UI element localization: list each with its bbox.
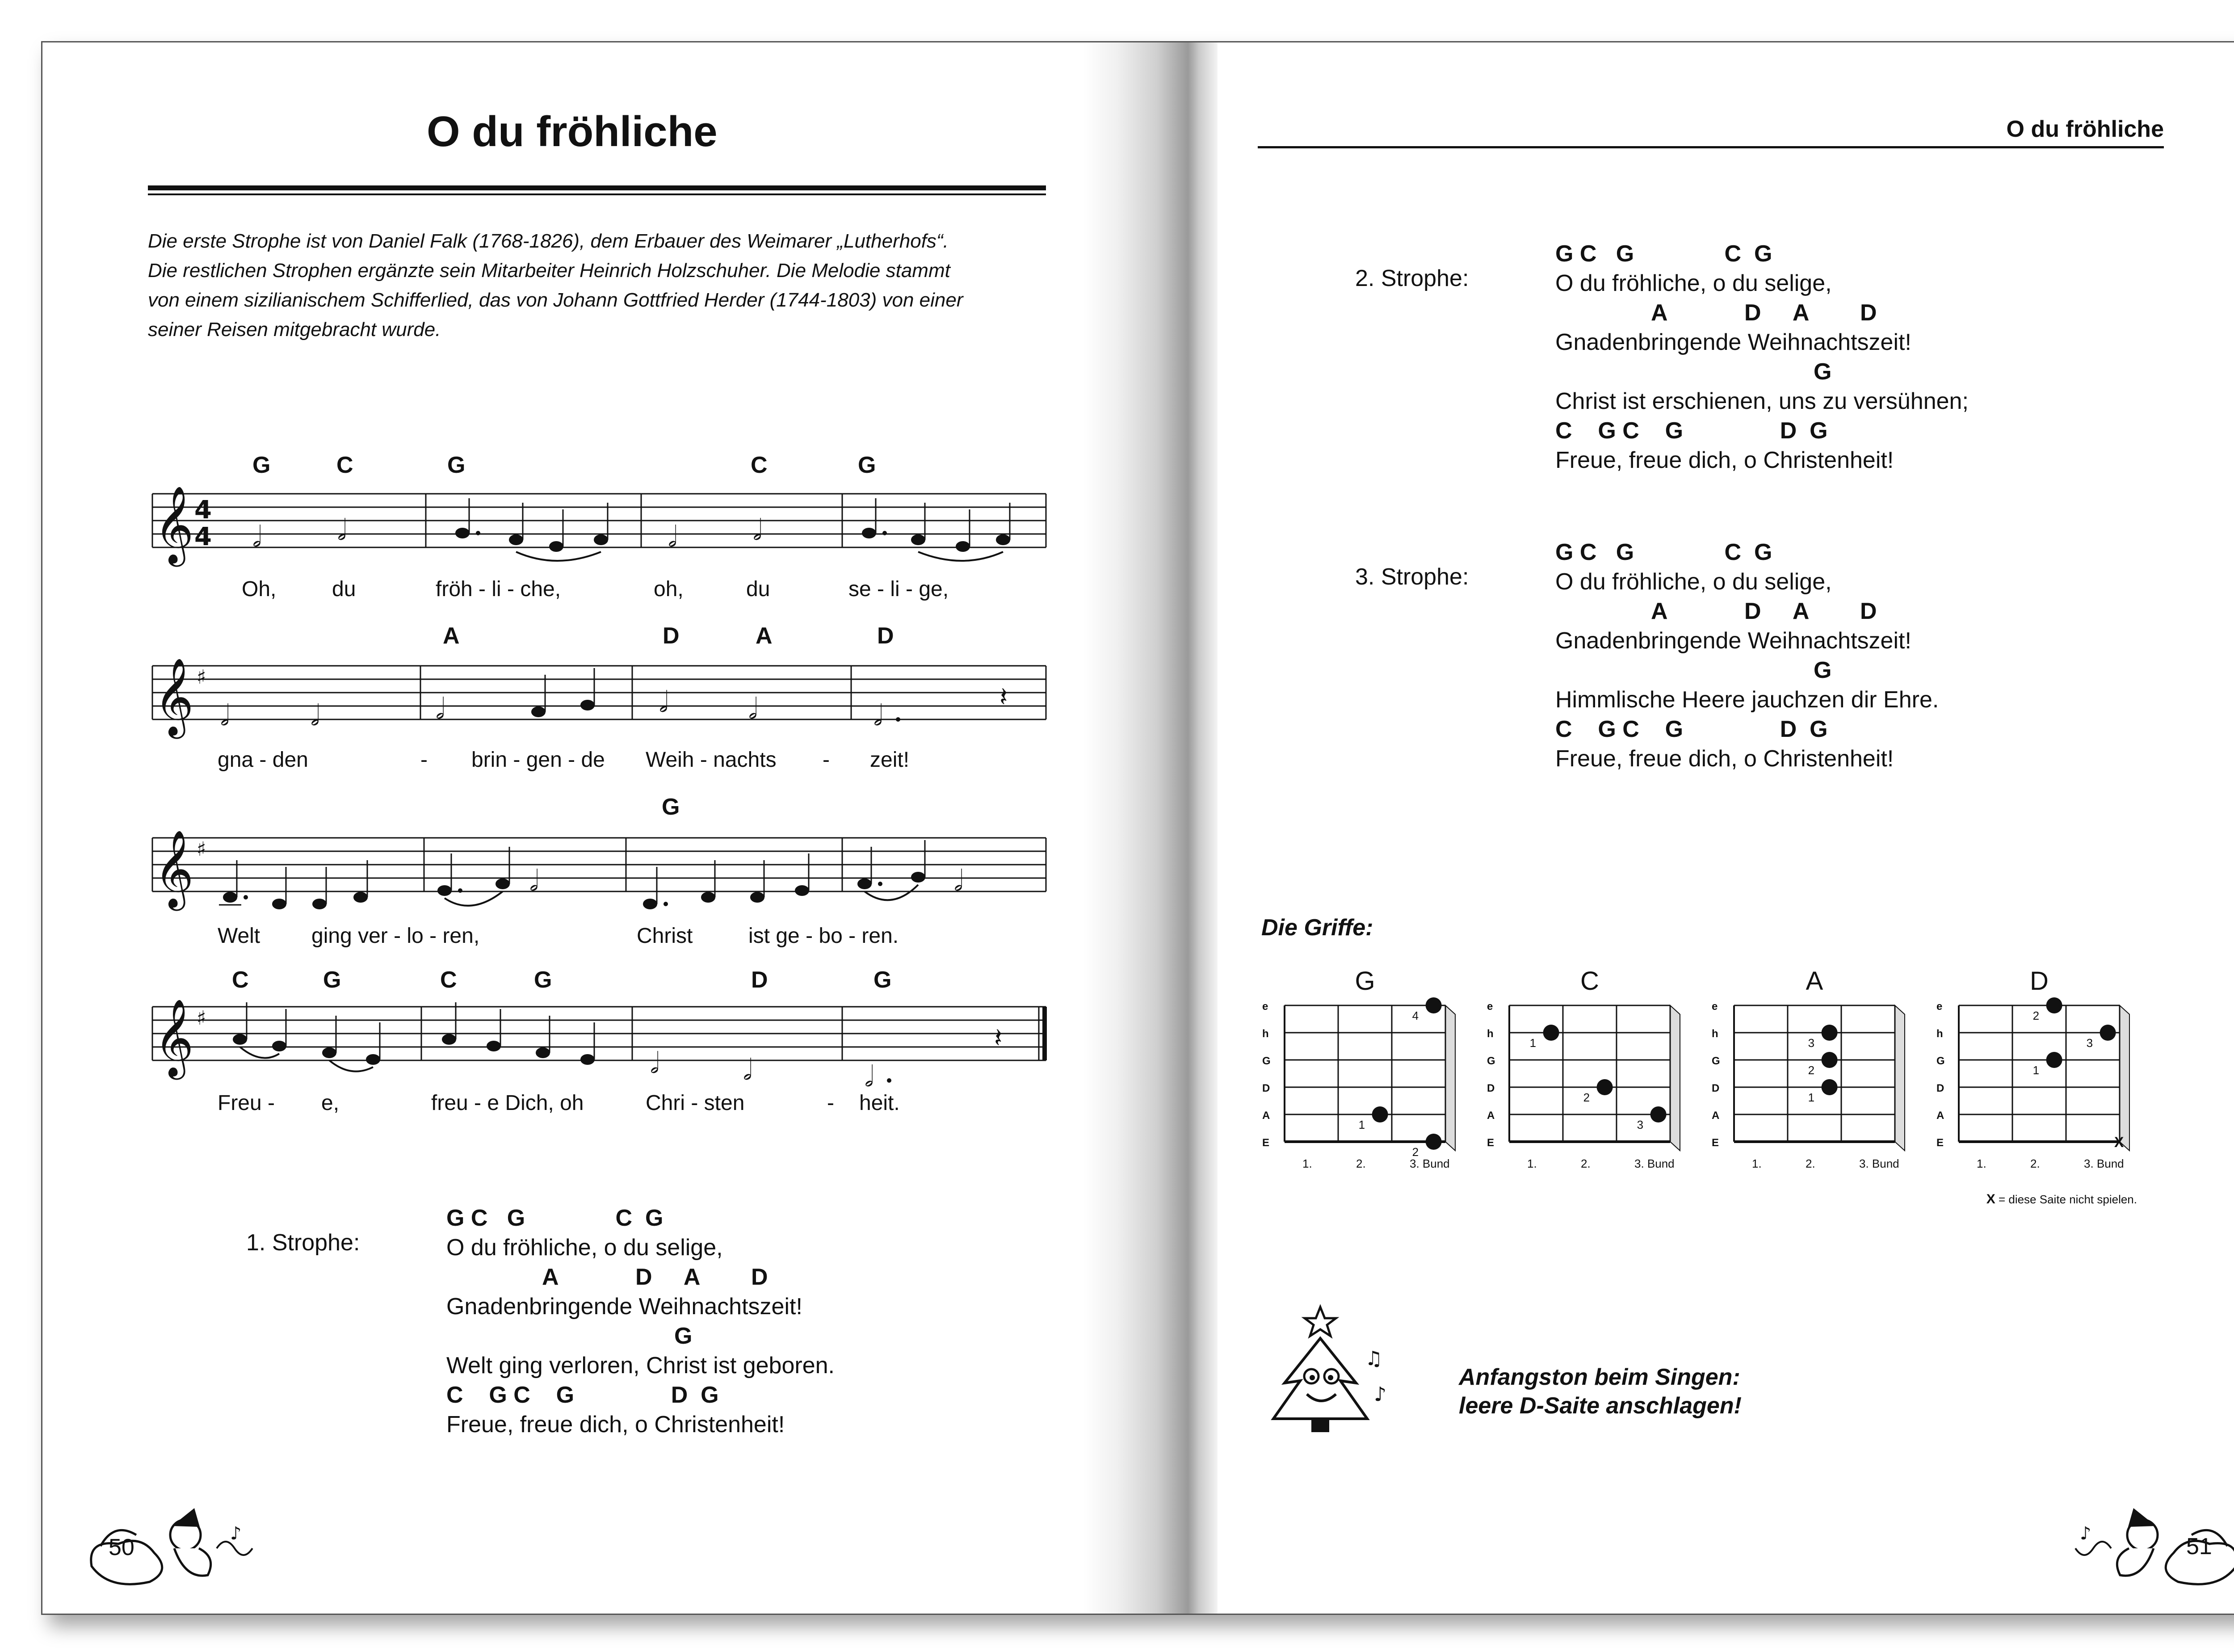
lyric: Christ bbox=[637, 924, 693, 948]
verse-text: Freue, freue dich, o Christenheit! bbox=[1555, 746, 1894, 772]
lyric: e, bbox=[321, 1091, 340, 1115]
chord-symbol: A bbox=[443, 623, 461, 649]
svg-text:♯: ♯ bbox=[197, 1007, 206, 1030]
string-name: D bbox=[1712, 1082, 1720, 1094]
finger-number: 1 bbox=[1529, 1036, 1537, 1050]
lyric: du bbox=[746, 577, 770, 601]
string-name: G bbox=[1712, 1055, 1720, 1067]
finger-number: 1 bbox=[1358, 1118, 1365, 1131]
svg-text:♪: ♪ bbox=[230, 1523, 242, 1544]
chord-diagram-title: C bbox=[1580, 967, 1599, 996]
lyric: Weih - nachts bbox=[646, 748, 777, 772]
svg-text:♫: ♫ bbox=[1365, 1347, 1383, 1370]
lyric: ist ge - bo - ren. bbox=[748, 924, 899, 948]
svg-text:𝄽: 𝄽 bbox=[994, 1022, 1003, 1054]
song-title: O du fröhliche bbox=[427, 108, 718, 156]
lyric: du bbox=[332, 577, 356, 601]
finger-dot bbox=[1650, 1106, 1667, 1122]
chord-symbol: G bbox=[252, 452, 272, 478]
verse-label: 1. Strophe: bbox=[246, 1230, 360, 1256]
verse-text: Himmlische Heere jauchzen dir Ehre. bbox=[1555, 687, 1939, 713]
verse-chords: G C G C G bbox=[446, 1205, 663, 1231]
staff-3 bbox=[42, 829, 1115, 948]
left-page bbox=[42, 42, 1115, 1614]
right-page bbox=[1191, 42, 2234, 1614]
title-rule-thin bbox=[148, 193, 1046, 195]
lyric: Chri - sten bbox=[646, 1091, 745, 1115]
mute-legend bbox=[1986, 1193, 2137, 1206]
verse-text: Christ ist erschienen, uns zu versühnen; bbox=[1555, 388, 1969, 414]
fret-label: 1. bbox=[1527, 1157, 1537, 1170]
svg-text:𝅗𝅥: 𝅗𝅥 bbox=[743, 1054, 752, 1087]
verse-chords: G C G C G bbox=[1555, 539, 1772, 565]
finger-dot bbox=[1372, 1106, 1388, 1122]
string-name: h bbox=[1712, 1028, 1718, 1040]
christmas-tree-illustration bbox=[1258, 1298, 1401, 1441]
verse-label: 2. Strophe: bbox=[1355, 265, 1469, 291]
lyric: oh, bbox=[654, 577, 684, 601]
chord-symbol: C bbox=[232, 967, 250, 993]
intro-line: Die erste Strophe ist von Daniel Falk (1768-1826), dem Erbauer des Weimarer „Lutherhofs“. bbox=[148, 230, 949, 252]
finger-dot bbox=[1426, 1134, 1442, 1150]
songbook-spread bbox=[41, 41, 2234, 1615]
svg-text:𝅗𝅥: 𝅗𝅥 bbox=[753, 514, 762, 547]
lyric: fröh - li - che, bbox=[436, 577, 561, 601]
lyric: freu - e Dich, oh bbox=[431, 1091, 584, 1115]
lyric: - bbox=[420, 748, 428, 772]
verse-chords: G bbox=[674, 1323, 693, 1349]
verse-text: Welt ging verloren, Christ ist geboren. bbox=[446, 1353, 835, 1379]
running-header: O du fröhliche bbox=[2006, 116, 2164, 142]
chord-diagram-title: A bbox=[1806, 967, 1823, 996]
string-name: h bbox=[1487, 1028, 1494, 1040]
finger-number: 3 bbox=[1808, 1036, 1815, 1050]
svg-text:𝅗𝅥: 𝅗𝅥 bbox=[529, 865, 539, 898]
lyric: - bbox=[827, 1091, 834, 1115]
fret-label: 1. bbox=[1752, 1157, 1762, 1170]
lyric: - bbox=[823, 748, 830, 772]
string-name: e bbox=[1936, 1000, 1943, 1013]
svg-text:𝄞: 𝄞 bbox=[154, 999, 194, 1076]
svg-text:𝅗𝅥: 𝅗𝅥 bbox=[748, 693, 758, 726]
fret-label: 2. bbox=[1356, 1157, 1366, 1170]
finger-number: 1 bbox=[1808, 1091, 1815, 1104]
string-name: D bbox=[1936, 1082, 1944, 1094]
verse-label: 3. Strophe: bbox=[1355, 564, 1469, 590]
fret-label: 2. bbox=[1806, 1157, 1815, 1170]
svg-text:𝅗𝅥: 𝅗𝅥 bbox=[865, 1060, 874, 1093]
lyric: ging ver - lo - ren, bbox=[311, 924, 480, 948]
string-name: E bbox=[1262, 1137, 1270, 1149]
finger-dot bbox=[1543, 1025, 1559, 1041]
verse-chords: A D A D bbox=[1651, 300, 1877, 326]
fret-label: 3. Bund bbox=[2084, 1157, 2124, 1170]
verse-text: O du fröhliche, o du selige, bbox=[1555, 270, 1832, 296]
verse-chords: A D A D bbox=[1651, 598, 1877, 624]
verse-text: Gnadenbringende Weihnachtszeit! bbox=[1555, 628, 1911, 654]
finger-number: 1 bbox=[2032, 1064, 2040, 1077]
fret-label: 3. Bund bbox=[1859, 1157, 1899, 1170]
lyric: gna - den bbox=[218, 748, 308, 772]
fret-label: 2. bbox=[2030, 1157, 2040, 1170]
svg-text:𝄞: 𝄞 bbox=[154, 658, 194, 736]
lyric: heit. bbox=[859, 1091, 900, 1115]
finger-dot bbox=[1822, 1052, 1838, 1068]
finger-dot bbox=[1822, 1079, 1838, 1095]
verse-text: Freue, freue dich, o Christenheit! bbox=[446, 1412, 785, 1438]
svg-text:𝄞: 𝄞 bbox=[154, 486, 194, 563]
fret-label: 3. Bund bbox=[1634, 1157, 1675, 1170]
verse-lines bbox=[446, 1203, 983, 1439]
svg-text:♪: ♪ bbox=[1374, 1383, 1387, 1406]
string-name: D bbox=[1487, 1082, 1495, 1094]
chord-symbol: G bbox=[858, 452, 877, 478]
page-number: 50 bbox=[109, 1534, 134, 1560]
chord-diagrams bbox=[1258, 963, 2196, 1231]
chord-symbol: D bbox=[751, 967, 769, 993]
intro-line: von einem sizilianischem Schifferlied, das von Johann Gottfried Herder (1744-1803) von einer bbox=[148, 289, 963, 311]
time-sig-bottom: 4 bbox=[194, 522, 212, 551]
chord-symbol: G bbox=[873, 967, 893, 993]
chord-diagram-A bbox=[1707, 963, 1922, 1195]
svg-text:♪: ♪ bbox=[2080, 1523, 2091, 1544]
lyric: brin - gen - de bbox=[471, 748, 605, 772]
svg-text:𝄞: 𝄞 bbox=[154, 830, 194, 908]
verse-chords: G C G C G bbox=[1555, 241, 1772, 267]
title-rule-thick bbox=[148, 185, 1046, 190]
fretboard-edge bbox=[2120, 1005, 2129, 1151]
string-name: h bbox=[1936, 1028, 1943, 1040]
string-name: G bbox=[1487, 1055, 1495, 1067]
verse-chords: A D A D bbox=[542, 1264, 768, 1290]
fretboard-edge bbox=[1895, 1005, 1905, 1151]
time-sig-top: 4 bbox=[194, 496, 212, 525]
chord-symbol: G bbox=[447, 452, 466, 478]
tip-line: leere D-Saite anschlagen! bbox=[1459, 1393, 1742, 1419]
chord-symbol: D bbox=[877, 623, 895, 649]
header-rule bbox=[1258, 146, 2164, 148]
finger-dot bbox=[2046, 1052, 2062, 1068]
string-name: A bbox=[1262, 1110, 1270, 1122]
svg-text:𝅗𝅥: 𝅗𝅥 bbox=[659, 686, 668, 719]
page-number: 51 bbox=[2186, 1534, 2212, 1560]
string-name: G bbox=[1262, 1055, 1271, 1067]
fret-label: 2. bbox=[1581, 1157, 1591, 1170]
fret-label: 3. Bund bbox=[1410, 1157, 1450, 1170]
string-name: A bbox=[1712, 1110, 1720, 1122]
chord-symbol: G bbox=[534, 967, 553, 993]
lyric: Welt bbox=[218, 924, 260, 948]
verse-chords: G bbox=[1814, 359, 1832, 385]
verse-text: O du fröhliche, o du selige, bbox=[1555, 569, 1832, 595]
finger-dot bbox=[1597, 1079, 1613, 1095]
mute-legend-text: = diese Saite nicht spielen. bbox=[1998, 1193, 2137, 1206]
finger-number: 3 bbox=[1637, 1118, 1644, 1131]
chord-diagram-G bbox=[1258, 963, 1472, 1195]
string-name: A bbox=[1487, 1110, 1495, 1122]
svg-text:𝅗𝅥: 𝅗𝅥 bbox=[954, 865, 963, 898]
string-name: E bbox=[1936, 1137, 1944, 1149]
string-name: e bbox=[1712, 1000, 1718, 1013]
intro-line: Die restlichen Strophen ergänzte sein Mitarbeiter Heinrich Holzschuher. Die Melodie stammt bbox=[148, 260, 950, 282]
tip-box bbox=[1459, 1363, 1742, 1420]
finger-number: 2 bbox=[2032, 1009, 2040, 1022]
verse-text: O du fröhliche, o du selige, bbox=[446, 1235, 723, 1261]
string-name: e bbox=[1487, 1000, 1493, 1013]
verse-lines bbox=[1555, 538, 2136, 773]
intro-paragraph bbox=[148, 227, 963, 345]
finger-dot bbox=[2046, 997, 2062, 1013]
string-name: E bbox=[1712, 1137, 1719, 1149]
finger-dot bbox=[1426, 997, 1442, 1013]
string-name: E bbox=[1487, 1137, 1495, 1149]
finger-number: 3 bbox=[2086, 1036, 2093, 1050]
svg-text:𝅗𝅥: 𝅗𝅥 bbox=[252, 521, 262, 554]
svg-text:𝅗𝅥: 𝅗𝅥 bbox=[436, 693, 445, 726]
verse-chords: G bbox=[1814, 657, 1832, 683]
svg-text:♯: ♯ bbox=[197, 838, 206, 861]
chord-symbol: D bbox=[663, 623, 680, 649]
finger-number: 4 bbox=[1412, 1009, 1419, 1022]
lyric: Freu - bbox=[218, 1091, 275, 1115]
mute-legend-marker: X bbox=[1986, 1192, 1995, 1206]
chord-symbol: G bbox=[323, 967, 342, 993]
string-name: e bbox=[1262, 1000, 1268, 1013]
svg-text:𝄽: 𝄽 bbox=[999, 681, 1008, 713]
finger-dot bbox=[1822, 1025, 1838, 1041]
svg-text:♯: ♯ bbox=[197, 666, 206, 689]
finger-number: 2 bbox=[1583, 1091, 1590, 1104]
chord-diagram-C bbox=[1482, 963, 1697, 1195]
verse-chords: C G C G D G bbox=[446, 1382, 719, 1408]
string-name: h bbox=[1262, 1028, 1269, 1040]
chord-symbol: C bbox=[440, 967, 458, 993]
verse-text: Gnadenbringende Weihnachtszeit! bbox=[1555, 329, 1911, 355]
chord-diagram-D bbox=[1932, 963, 2146, 1195]
verse-chords: C G C G D G bbox=[1555, 716, 1828, 742]
fret-label: 1. bbox=[1977, 1157, 1986, 1170]
svg-text:𝅗𝅥: 𝅗𝅥 bbox=[311, 699, 320, 732]
svg-text:𝅗𝅥: 𝅗𝅥 bbox=[668, 521, 677, 554]
intro-line: seiner Reisen mitgebracht wurde. bbox=[148, 319, 441, 340]
tip-line: Anfangston beim Singen: bbox=[1459, 1364, 1740, 1390]
chord-diagram-title: D bbox=[2030, 967, 2049, 996]
verse-text: Gnadenbringende Weihnachtszeit! bbox=[446, 1294, 802, 1320]
verse-text: Freue, freue dich, o Christenheit! bbox=[1555, 447, 1894, 473]
mute-marker: X bbox=[2114, 1134, 2124, 1150]
fretboard-edge bbox=[1445, 1005, 1455, 1151]
lyric: se - li - ge, bbox=[848, 577, 949, 601]
svg-text:𝅗𝅥: 𝅗𝅥 bbox=[650, 1047, 659, 1080]
string-name: G bbox=[1936, 1055, 1945, 1067]
chord-symbol: A bbox=[756, 623, 773, 649]
fret-label: 1. bbox=[1302, 1157, 1312, 1170]
finger-number: 2 bbox=[1412, 1145, 1419, 1159]
staff-1 bbox=[42, 485, 1115, 601]
finger-dot bbox=[2100, 1025, 2116, 1041]
svg-text:𝅗𝅥: 𝅗𝅥 bbox=[337, 514, 347, 547]
finger-number: 2 bbox=[1808, 1064, 1815, 1077]
verse-chords: C G C G D G bbox=[1555, 418, 1828, 444]
lyric: zeit! bbox=[870, 748, 910, 772]
chord-symbol: C bbox=[336, 452, 354, 478]
lyric: Oh, bbox=[242, 577, 277, 601]
verse-lines bbox=[1555, 239, 2136, 475]
svg-text:𝅗𝅥: 𝅗𝅥 bbox=[220, 699, 230, 732]
string-name: A bbox=[1936, 1110, 1944, 1122]
fretboard-edge bbox=[1670, 1005, 1680, 1151]
griffe-heading: Die Griffe: bbox=[1261, 915, 1373, 941]
string-name: D bbox=[1262, 1082, 1270, 1094]
chord-symbol: G bbox=[662, 794, 681, 820]
svg-text:𝅗𝅥: 𝅗𝅥 bbox=[873, 699, 883, 732]
chord-diagram-title: G bbox=[1355, 967, 1375, 996]
chord-symbol: C bbox=[751, 452, 768, 478]
